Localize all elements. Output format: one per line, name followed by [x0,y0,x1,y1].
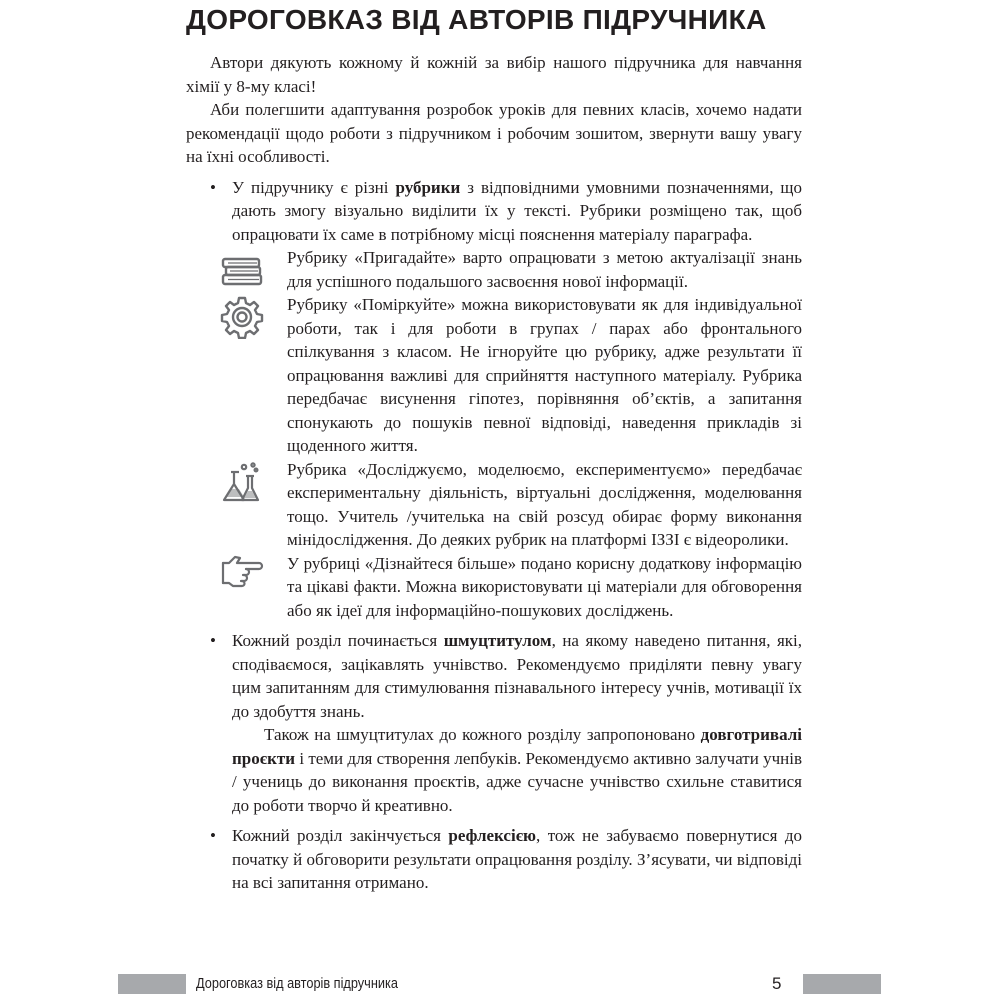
bullet-half-title-continued: Також на шмуцтитулах до кожного розділу запропоновано довготривалі проєкти і теми для створення лепбуків. Рекомендуємо активно залучати учнів / учениць до виконання проєктів, адже сучасне учнівство схильне ставитися до роботи творчо й креативно. [232,725,802,815]
rubric-experiment: Рубрика «Досліджуємо, моделюємо, експериментуємо» передбачає експериментальну діяльність, віртуальні дослідження, моделювання тощо. Учитель /учителька на свій розсуд обирає форму виконання мінідослідження. До деяких рубрик на платформі ІЗЗІ є відеоролики. [186,458,802,552]
intro-paragraph-1: Автори дякують кожному й кожній за вибір нашого підручника для навчання хімії у 8-му класі! [186,53,802,96]
bullet-reflection: • Кожний розділ закінчується рефлексією, тож не забуваємо повернутися до початку й обговорити результати опрацювання розділу. З’ясувати, чи відповіді на всі запитання отримано. [210,826,803,892]
term-reflection: рефлексією [448,826,537,845]
intro-paragraph-2: Аби полегшити адаптування розробок уроків для певних класів, хочемо надати рекомендації щодо роботи з підручником і робочим зошитом, звернути вашу увагу на їхні особливості. [186,100,802,166]
bullet-marker: • [210,177,216,197]
bullet-rubrics: • У підручнику є різні рубрики з відповідними умовними позначеннями, що дають змогу візуально виділити їх у тексті. Рубрики розміщено так, щоб опрацювати їх саме в потрібному місці пояснення матеріалу параграфа. [210,177,803,244]
lab-flask-icon [220,460,264,504]
books-icon [220,250,264,294]
term-half-title: шмуцтитулом [443,631,552,650]
bullet-marker: • [210,826,216,845]
rubric-remember: Рубрику «Пригадайте» варто опрацювати з метою актуалізації знань для успішного подальшого засвоєння нової інформації. [186,246,802,293]
footer-bar-right [803,974,881,994]
rubric-think: Рубрику «Поміркуйте» можна використовувати як для індивідуальної роботи, так і для роботи в групах / парах або фронтального спілкування з класом. Не ігноруйте цю рубрику, адже результати її опрацювання важливі для сприйняття наступного матеріалу. Рубрика передбачає висунення гіпотез, порівняння об’єктів, а запитання спонукають до пошуків певної відповіді, наведення прикладів зі щоденного життя. [186,293,802,458]
rubric-learn-more: У рубриці «Дізнайтеся більше» подано корисну додаткову інформацію та цікаві факти. Можна використовувати ці матеріали для обговорення або як ідеї для інформаційно-пошукових досліджень. [186,552,802,623]
gear-icon [220,295,264,339]
footer-bar-left [118,974,186,994]
term-long-projects: довготривалі проєкти [232,725,802,768]
bullet-marker: • [210,631,216,650]
page-body [186,51,802,895]
bullet-half-title: • Кожний розділ починається шмуцтитулом, на якому наведено питання, які, сподіваємося, зацікавлять учнівство. Рекомендуємо приділяти певну увагу цим запитанням для стимулювання пізнавального інтересу учнів, мотивації їх до здобуття знань. [210,631,803,721]
term-rubrics: рубрики [395,177,461,197]
page-number: 5 [772,974,782,993]
page-title: ДОРОГОВКАЗ ВІД АВТОРІВ ПІДРУЧНИКА [186,4,767,35]
running-title: Дороговказ від авторів підручника [196,975,398,992]
pointing-hand-icon [220,546,264,590]
